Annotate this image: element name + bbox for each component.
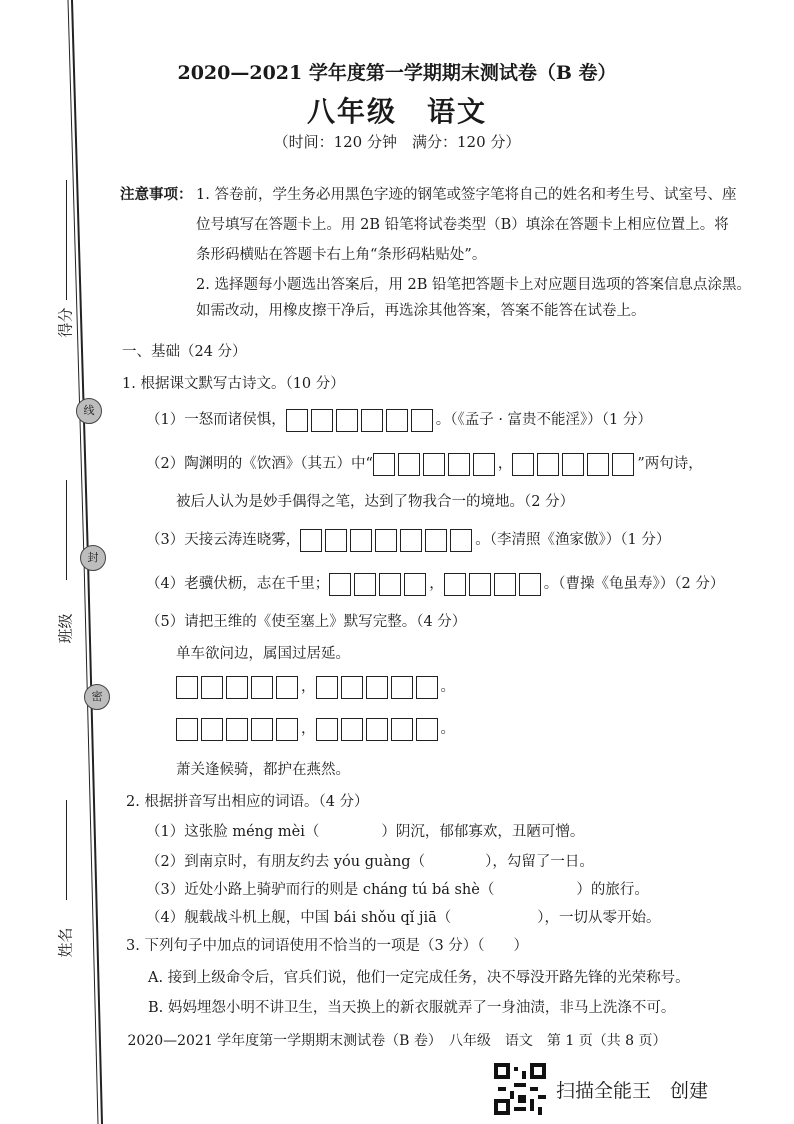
seal-circle-secret: 密 bbox=[84, 684, 110, 710]
q1-part1 bbox=[146, 408, 652, 432]
q1-part5-row1-boxes-a[interactable] bbox=[176, 676, 301, 699]
notes-item2-line2: 如需改动，用橡皮擦干净后，再选涂其他答案，答案不能答在试卷上。 bbox=[196, 303, 646, 319]
q1-part5: （5）请把王维的《使至塞上》默写完整。（4 分） bbox=[146, 614, 467, 630]
q1-stem: 1. 根据课文默写古诗文。（10 分） bbox=[122, 376, 345, 392]
q2-part3 bbox=[146, 878, 649, 899]
q1-part5-row2-boxes-b[interactable] bbox=[316, 718, 441, 741]
q1-part4-boxes-a[interactable] bbox=[329, 573, 429, 596]
class-label: 班级 bbox=[56, 613, 75, 644]
seal-circle-seal: 封 bbox=[80, 545, 106, 571]
q1-part3-post: 。（李清照《渔家傲》）（1 分） bbox=[475, 532, 671, 548]
q2-part4 bbox=[146, 906, 661, 927]
qr-code-icon bbox=[494, 1063, 546, 1115]
q1-part5-row2-comma: ， bbox=[301, 721, 316, 737]
exam-subtitle: 八年级 语文 bbox=[306, 95, 487, 128]
q1-part4-post: 。（曹操《龟虽寿》）（2 分） bbox=[543, 576, 725, 592]
q1-part5-row2-boxes-a[interactable] bbox=[176, 718, 301, 741]
q1-part2-line2: 被后人认为是妙手偶得之笔，达到了物我合一的境地。（2 分） bbox=[176, 494, 575, 510]
q2-part1 bbox=[146, 820, 584, 841]
notes-label: 注意事项： bbox=[120, 186, 193, 203]
q3-option-a: A. 接到上级命令后，官兵们说，他们一定完成任务，决不辱没开路先锋的光荣称号。 bbox=[148, 970, 690, 986]
q1-part4-boxes-b[interactable] bbox=[444, 573, 544, 596]
q1-part3 bbox=[146, 528, 670, 552]
q1-part3-pre: （3）天接云涛连晓雾， bbox=[146, 532, 301, 548]
q2-part2-post: ），勾留了一日。 bbox=[485, 854, 594, 870]
name-label: 姓名 bbox=[56, 927, 75, 958]
q1-part4-pre: （4）老骥伏枥，志在千里； bbox=[146, 576, 330, 592]
q1-part1-post: 。（《孟子 · 富贵不能淫》）（1 分） bbox=[435, 412, 652, 428]
q1-part5-line1: 单车欲问边，属国过居延。 bbox=[176, 646, 350, 662]
q1-part4 bbox=[146, 572, 724, 596]
notes-item1-line1: 1. 答卷前，学生务必用黑色字迹的钢笔或签字笔将自己的姓名和考生号、试室号、座 bbox=[196, 187, 737, 203]
q2-part4-post: ），一切从零开始。 bbox=[537, 910, 661, 926]
q1-part5-last: 萧关逢候骑，都护在燕然。 bbox=[176, 762, 350, 778]
notes-item2-line1: 2. 选择题每小题选出答案后，用 2B 铅笔把答题卡上对应题目选项的答案信息点涂黑。 bbox=[196, 277, 752, 293]
q1-part3-boxes[interactable] bbox=[300, 529, 475, 552]
q1-part2 bbox=[146, 452, 703, 476]
q1-part1-boxes[interactable] bbox=[286, 409, 436, 432]
q1-part5-row1-boxes-b[interactable] bbox=[316, 676, 441, 699]
scanner-brand: 扫描全能王 创建 bbox=[556, 1080, 709, 1102]
q3-option-b: B. 妈妈埋怨小明不讲卫生，当天换上的新衣服就弄了一身油渍，非马上洗涤不可。 bbox=[148, 1000, 676, 1016]
exam-title: 2020—2021 学年度第一学期期末测试卷（B 卷） bbox=[177, 62, 617, 84]
q1-part2-post: ”两句诗， bbox=[637, 456, 703, 472]
q2-part2 bbox=[146, 850, 594, 871]
class-blank-line bbox=[66, 480, 68, 580]
q1-part1-pre: （1）一怒而诸侯惧， bbox=[146, 412, 286, 428]
q2-part3-post: ）的旅行。 bbox=[576, 882, 649, 898]
q1-part2-boxes-b[interactable] bbox=[512, 453, 637, 476]
section-heading: 一、基础（24 分） bbox=[122, 344, 247, 360]
q1-part5-row1-comma: ， bbox=[301, 679, 316, 695]
exam-meta: （时间：120 分钟 满分：120 分） bbox=[273, 133, 521, 151]
q3-stem: 3. 下列句子中加点的词语使用不恰当的一项是（3 分）（ ） bbox=[126, 938, 529, 954]
q1-part2-mid: ， bbox=[497, 456, 513, 472]
q2-part1-pre: （1）这张脸 méng mèi（ bbox=[146, 824, 320, 840]
q2-part2-pre: （2）到南京时，有朋友约去 yóu guàng（ bbox=[146, 854, 426, 870]
q1-part5-row2-period: 。 bbox=[440, 721, 455, 737]
q2-part4-pre: （4）舰载战斗机上舰，中国 bái shǒu qǐ jiā（ bbox=[146, 910, 452, 926]
q2-stem: 2. 根据拼音写出相应的词语。（4 分） bbox=[126, 794, 369, 810]
score-label: 得分 bbox=[56, 307, 75, 338]
q1-part5-row1-period: 。 bbox=[440, 679, 455, 695]
q2-part1-post: ）阴沉，郁郁寡欢，丑陋可憎。 bbox=[381, 824, 585, 840]
q2-part3-pre: （3）近处小路上骑驴而行的则是 cháng tú bá shè（ bbox=[146, 882, 495, 898]
q1-part2-pre: （2）陶渊明的《饮酒》（其五）中“ bbox=[146, 456, 373, 472]
q1-part5-row2 bbox=[176, 717, 455, 741]
page-footer: 2020—2021 学年度第一学期期末测试卷（B 卷） 八年级 语文 第 1 页（共 8 页） bbox=[127, 1033, 667, 1049]
q1-part2-boxes-a[interactable] bbox=[373, 453, 498, 476]
q1-part5-row1 bbox=[176, 675, 455, 699]
score-blank-line bbox=[66, 180, 68, 300]
notes-item1-line3: 条形码横贴在答题卡右上角“条形码粘贴处”。 bbox=[196, 247, 487, 263]
notes-item1-line2: 位号填写在答题卡上。用 2B 铅笔将试卷类型（B）填涂在答题卡上相应位置上。将 bbox=[196, 217, 729, 233]
q1-part4-mid: ， bbox=[429, 576, 444, 592]
seal-circle-line: 线 bbox=[76, 398, 102, 424]
name-blank-line bbox=[66, 800, 68, 900]
